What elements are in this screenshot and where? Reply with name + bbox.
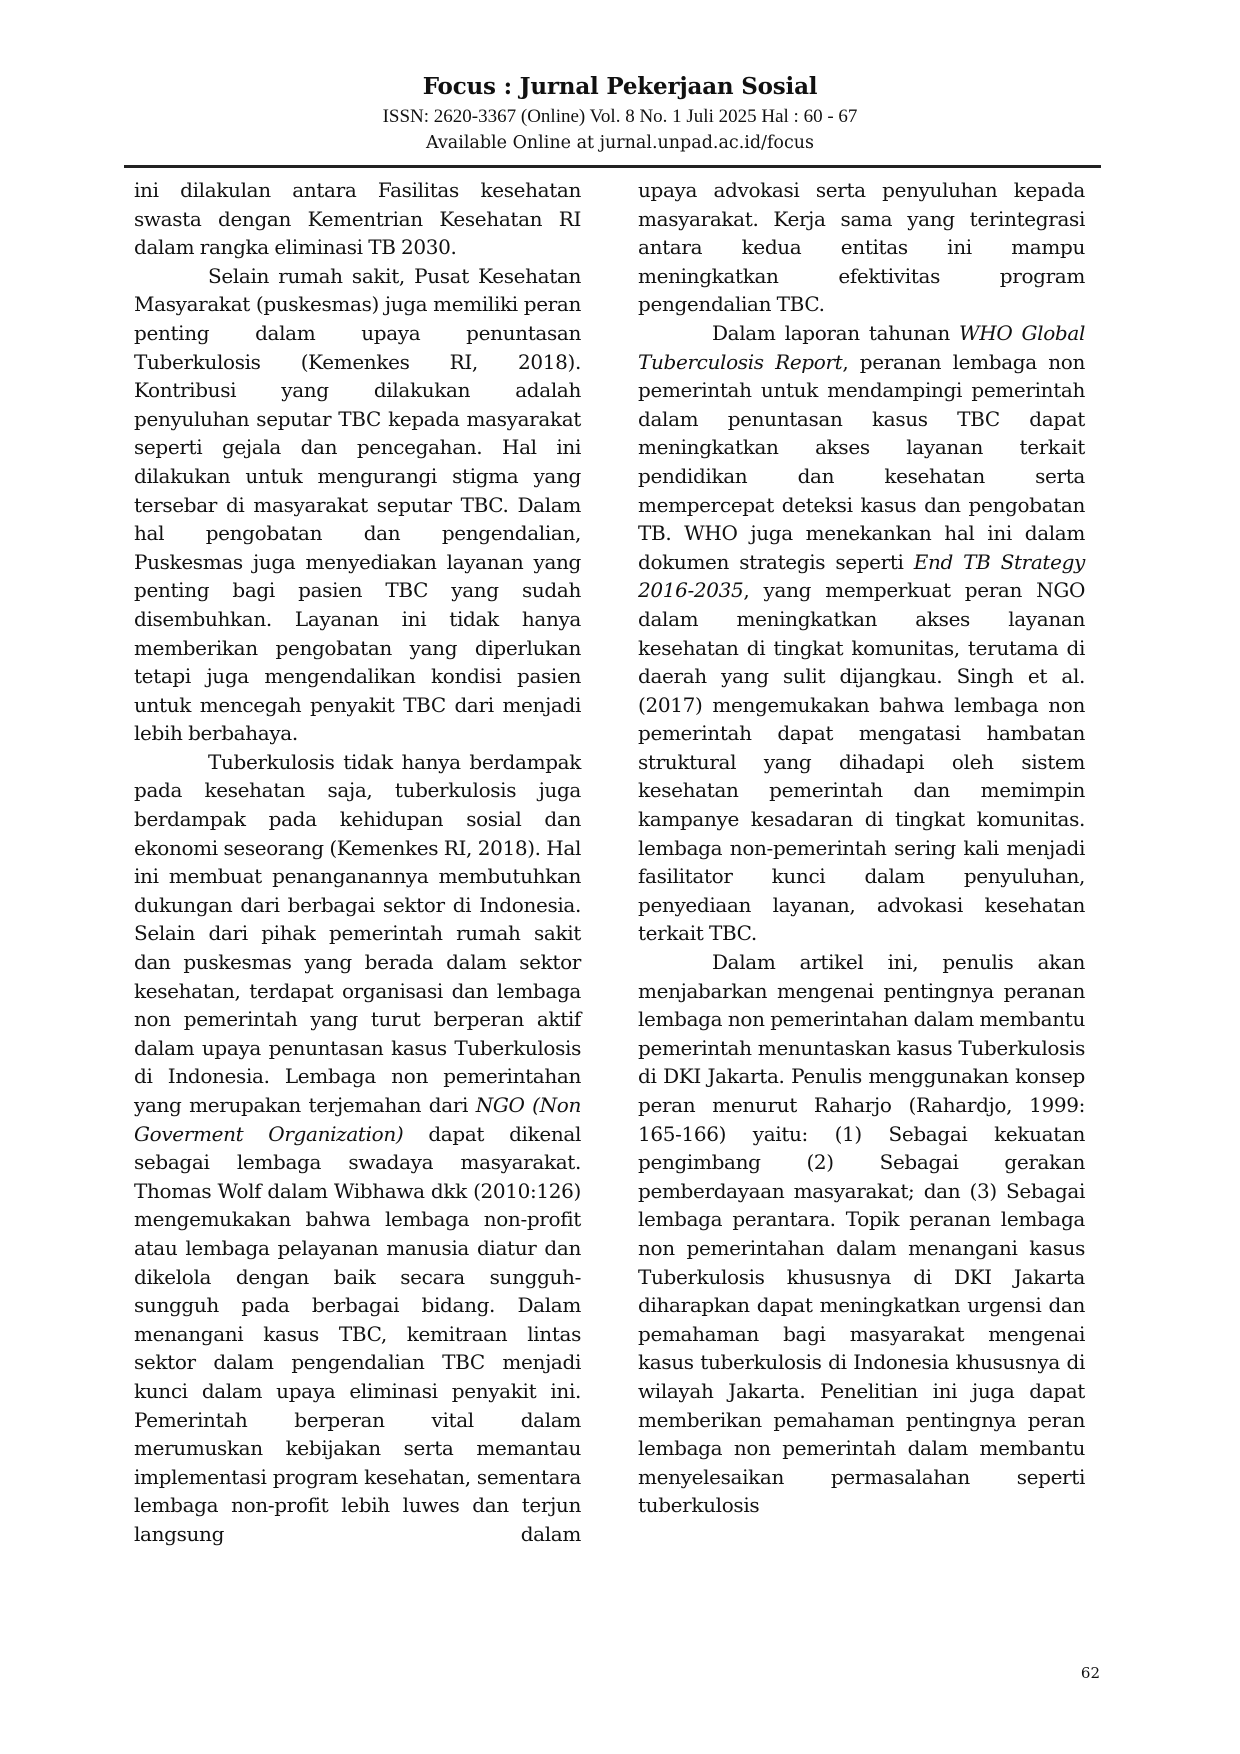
journal-title: Focus : Jurnal Pekerjaan Sosial (422, 73, 818, 100)
paragraph-text: Dalam laporan tahunan (712, 320, 960, 345)
italic-term: WHO Global Tuberculosis Report (638, 320, 1085, 374)
italic-term: NGO (Non Goverment Organization) (134, 1093, 582, 1146)
right-column (638, 176, 1085, 1520)
journal-header (0, 70, 1240, 156)
paragraph (638, 319, 1085, 948)
italic-term: End TB Strategy 2016-2035 (638, 549, 1085, 603)
paragraph (134, 748, 581, 1549)
paragraph: ini dilakulan antara Fasilitas kesehatan swasta dengan Kementrian Kesehatan RI dalam rangka eliminasi TB 2030. (134, 178, 581, 260)
availability-line: Available Online at jurnal.unpad.ac.id/focus (425, 133, 815, 153)
page-number: 62 (1080, 1664, 1100, 1682)
paragraph-text: Tuberkulosis tidak hanya berdampak pada kesehatan saja, tuberkulosis juga berdampak pada kehidupan sosial dan ekonomi seseorang (Kemenkes RI, 2018). Hal ini membuat penanganannya membutuhkan dukungan dari berbagai sektor di Indonesia. Selain dari pihak pemerintah rumah sakit dan puskesmas yang berada dalam sektor kesehatan, terdapat organisasi dan lembaga non pemerintah yang turut berperan aktif dalam upaya penuntasan kasus Tuberkulosis di Indonesia. Lembaga non pemerintahan yang merupakan terjemahan dari (134, 749, 581, 1117)
paragraph-text: , yang memperkuat peran NGO dalam meningkatkan akses layanan kesehatan di tingkat komunitas, terutama di daerah yang sulit dijangkau. Singh et al. (2017) mengemukakan bahwa lembaga non pemerintah dapat mengatasi hambatan struktural yang dihadapi oleh sistem kesehatan pemerintah dan memimpin kampanye kesadaran di tingkat komunitas. lembaga non-pemerintah sering kali menjadi fasilitator kunci dalam penyuluhan, penyediaan layanan, advokasi kesehatan terkait TBC. (638, 578, 1085, 946)
left-column (134, 176, 581, 1549)
paragraph-text: dapat dikenal sebagai lembaga swadaya masyarakat. Thomas Wolf dalam Wibhawa dkk (2010:126) mengemukakan bahwa lembaga non-profit atau lembaga pelayanan manusia diatur dan dikelola dengan baik secara sungguh-sungguh pada berbagai bidang. Dalam menangani kasus TBC, kemitraan lintas sektor dalam pengendalian TBC menjadi kunci dalam upaya eliminasi penyakit ini. Pemerintah berperan vital dalam merumuskan kebijakan serta memantau implementasi program kesehatan, sementara lembaga non-profit lebih luwes dan terjun langsung dalam (134, 1121, 581, 1546)
issn-line: ISSN: 2620-3367 (Online) Vol. 8 No. 1 Juli 2025 Hal : 60 - 67 (382, 106, 858, 127)
paragraph: Selain rumah sakit, Pusat Kesehatan Masyarakat (puskesmas) juga memiliki peran penting dalam upaya penuntasan Tuberkulosis (Kemenkes RI, 2018). Kontribusi yang dilakukan adalah penyuluhan seputar TBC kepada masyarakat seperti gejala dan pencegahan. Hal ini dilakukan untuk mengurangi stigma yang tersebar di masyarakat seputar TBC. Dalam hal pengobatan dan pengendalian, Puskesmas juga menyediakan layanan yang penting bagi pasien TBC yang sudah disembuhkan. Layanan ini tidak hanya memberikan pengobatan yang diperlukan tetapi juga mengendalikan kondisi pasien untuk mencegah penyakit TBC dari menjadi lebih berbahaya. (134, 263, 581, 746)
paragraph-text: , peranan lembaga non pemerintah untuk mendampingi pemerintah dalam penuntasan kasus TBC dapat meningkatkan akses layanan terkait pendidikan dan kesehatan serta mempercepat deteksi kasus dan pengobatan TB. WHO juga menekankan hal ini dalam dokumen strategis seperti (638, 349, 1085, 574)
paragraph: upaya advokasi serta penyuluhan kepada masyarakat. Kerja sama yang terintegrasi antara kedua entitas ini mampu meningkatkan efektivitas program pengendalian TBC. (638, 178, 1085, 317)
header-divider (124, 165, 1101, 168)
paragraph: Dalam artikel ini, penulis akan menjabarkan mengenai pentingnya peranan lembaga non pemerintahan dalam membantu pemerintah menuntaskan kasus Tuberkulosis di DKI Jakarta. Penulis menggunakan konsep peran menurut Raharjo (Rahardjo, 1999: 165-166) yaitu: (1) Sebagai kekuatan pengimbang (2) Sebagai gerakan pemberdayaan masyarakat; dan (3) Sebagai lembaga perantara. Topik peranan lembaga non pemerintahan dalam menangani kasus Tuberkulosis khususnya di DKI Jakarta diharapkan dapat meningkatkan urgensi dan pemahaman bagi masyarakat mengenai kasus tuberkulosis di Indonesia khususnya di wilayah Jakarta. Penelitian ini juga dapat memberikan pemahaman pentingnya peran lembaga non pemerintah dalam membantu menyelesaikan permasalahan seperti tuberkulosis (638, 950, 1085, 1518)
